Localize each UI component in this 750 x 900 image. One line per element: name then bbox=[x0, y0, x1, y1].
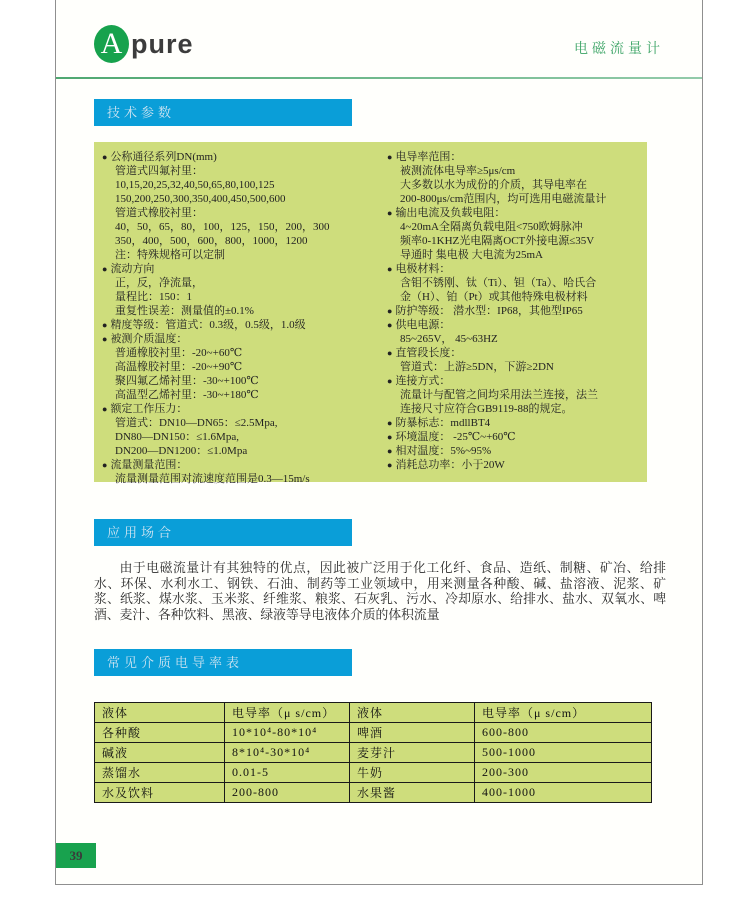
spec-line bbox=[102, 262, 387, 276]
bullet-icon: ● bbox=[387, 208, 393, 218]
spec-line bbox=[387, 192, 647, 206]
spec-line bbox=[102, 444, 387, 458]
spec-line-text: DN80—DN150：≤1.6Mpa, bbox=[115, 431, 239, 443]
spec-line-text: 150,200,250,300,350,400,450,500,600 bbox=[115, 193, 286, 205]
section-banner-tech-params: 技术参数 bbox=[94, 99, 352, 126]
spec-line-text: 额定工作压力： bbox=[110, 403, 188, 415]
table-cell: 啤酒 bbox=[350, 723, 475, 743]
spec-line-text: 4~20mA全隔离负载电阻<750欧姆脉冲 bbox=[400, 221, 583, 233]
tech-specs-right bbox=[387, 150, 647, 482]
spec-line bbox=[387, 164, 647, 178]
spec-line-text: 金（H）、铂（Pt）或其他特殊电极材料 bbox=[400, 291, 588, 303]
spec-line-text: 防暴标志：mdllBT4 bbox=[395, 417, 491, 429]
bullet-icon: ● bbox=[102, 320, 108, 330]
tech-specs-left bbox=[102, 150, 387, 485]
spec-line bbox=[102, 206, 387, 220]
logo-wordmark: pure bbox=[131, 28, 194, 59]
bullet-icon: ● bbox=[102, 460, 108, 470]
spec-line-text: 精度等级：管道式：0.3级，0.5级，1.0级 bbox=[110, 319, 306, 331]
table-header-cell: 液体 bbox=[350, 703, 475, 723]
spec-line-text: 环境温度： -25℃~+60℃ bbox=[395, 431, 516, 443]
spec-line bbox=[387, 220, 647, 234]
spec-line bbox=[102, 220, 387, 234]
table-header-row bbox=[95, 703, 652, 723]
spec-line-text: 注：特殊规格可以定制 bbox=[115, 249, 225, 261]
bullet-icon: ● bbox=[387, 418, 393, 428]
table-cell: 400-1000 bbox=[475, 783, 652, 803]
spec-line-text: 高温橡胶衬里：-20~+90℃ bbox=[115, 361, 243, 373]
table-cell: 10*10⁴-80*10⁴ bbox=[225, 723, 350, 743]
spec-line-text: 流量测量范围对流速度范围是0.3—15m/s bbox=[115, 473, 310, 485]
spec-line-text: 正，反，净流量， bbox=[115, 277, 203, 289]
table-cell: 各种酸 bbox=[95, 723, 225, 743]
table-cell: 蒸馏水 bbox=[95, 763, 225, 783]
bullet-icon: ● bbox=[387, 460, 393, 470]
spec-line-text: 管道式：上游≥5DN，下游≥2DN bbox=[400, 361, 554, 373]
spec-line bbox=[387, 444, 647, 458]
spec-line-text: 大多数以水为成份的介质，其导电率在 bbox=[400, 179, 587, 191]
spec-line bbox=[387, 332, 647, 346]
spec-line bbox=[387, 248, 647, 262]
spec-line bbox=[387, 276, 647, 290]
spec-line-text: 200-800μs/cm范围内，均可选用电磁流量计 bbox=[400, 193, 607, 205]
spec-line bbox=[387, 346, 647, 360]
conductivity-table bbox=[94, 702, 652, 803]
spec-line bbox=[387, 178, 647, 192]
section-banner-conductivity: 常见介质电导率表 bbox=[94, 649, 352, 676]
spec-line-text: 流量测量范围： bbox=[110, 459, 188, 471]
spec-line bbox=[387, 234, 647, 248]
spec-line-text: 公称通径系列DN(mm) bbox=[110, 151, 217, 163]
table-cell: 500-1000 bbox=[475, 743, 652, 763]
bullet-icon: ● bbox=[387, 320, 393, 330]
spec-line bbox=[387, 290, 647, 304]
logo-a-icon: A bbox=[94, 25, 129, 63]
spec-line-text: 供电电源： bbox=[395, 319, 451, 331]
bullet-icon: ● bbox=[102, 404, 108, 414]
spec-line-text: 流量计与配管之间均采用法兰连接，法兰 bbox=[400, 389, 598, 401]
spec-line-text: 管道式四氟衬里： bbox=[115, 165, 203, 177]
spec-line bbox=[102, 374, 387, 388]
spec-line bbox=[102, 164, 387, 178]
spec-line-text: 管道式：DN10—DN65：≤2.5Mpa, bbox=[115, 417, 278, 429]
bullet-icon: ● bbox=[102, 334, 108, 344]
spec-line bbox=[102, 304, 387, 318]
spec-line-text: 消耗总功率：小于20W bbox=[395, 459, 505, 471]
table-cell: 200-800 bbox=[225, 783, 350, 803]
section-banner-applications: 应用场合 bbox=[94, 519, 352, 546]
spec-line bbox=[102, 290, 387, 304]
spec-line-text: 连接方式： bbox=[395, 375, 451, 387]
spec-line bbox=[102, 234, 387, 248]
table-row bbox=[95, 723, 652, 743]
spec-line-text: 聚四氟乙烯衬里：-30~+100℃ bbox=[115, 375, 259, 387]
spec-line bbox=[387, 304, 647, 318]
spec-line-text: 电导率范围： bbox=[395, 151, 462, 163]
table-cell: 牛奶 bbox=[350, 763, 475, 783]
spec-line bbox=[102, 346, 387, 360]
spec-line-text: 40，50，65，80，100，125，150，200，300 bbox=[115, 221, 330, 233]
bullet-icon: ● bbox=[387, 306, 393, 316]
spec-line bbox=[387, 360, 647, 374]
spec-line-text: 连接尺寸应符合GB9119-88的规定。 bbox=[400, 403, 573, 415]
table-cell: 200-300 bbox=[475, 763, 652, 783]
spec-line-text: 防护等级： 潜水型：IP68，其他型IP65 bbox=[395, 305, 583, 317]
spec-line-text: 频率0-1KHZ光电隔离OCT外接电源≤35V bbox=[400, 235, 595, 247]
spec-line bbox=[102, 150, 387, 164]
table-cell: 8*10⁴-30*10⁴ bbox=[225, 743, 350, 763]
spec-line-text: 直管段长度： bbox=[395, 347, 462, 359]
spec-line-text: 被测介质温度： bbox=[110, 333, 188, 345]
spec-line-text: DN200—DN1200：≤1.0Mpa bbox=[115, 445, 248, 457]
bullet-icon: ● bbox=[102, 264, 108, 274]
spec-line bbox=[102, 178, 387, 192]
spec-line bbox=[102, 276, 387, 290]
spec-line bbox=[102, 248, 387, 262]
spec-line bbox=[102, 458, 387, 472]
spec-line bbox=[387, 416, 647, 430]
spec-line bbox=[102, 416, 387, 430]
table-row bbox=[95, 783, 652, 803]
spec-line bbox=[387, 150, 647, 164]
spec-line bbox=[387, 206, 647, 220]
table-row bbox=[95, 763, 652, 783]
spec-line-text: 普通橡胶衬里：-20~+60℃ bbox=[115, 347, 243, 359]
spec-line bbox=[102, 472, 387, 486]
spec-line-text: 管道式橡胶衬里： bbox=[115, 207, 203, 219]
spec-line-text: 量程比：150：1 bbox=[115, 291, 192, 303]
spec-line bbox=[387, 402, 647, 416]
apure-logo bbox=[94, 25, 194, 63]
table-cell: 0.01-5 bbox=[225, 763, 350, 783]
applications-paragraph: 由于电磁流量计有其独特的优点，因此被广泛用于化工化纤、食品、造纸、制糖、矿冶、给排水、环保、水利水工、钢铁、石油、制药等工业领域中，用来测量各种酸、碱、盐溶液、泥浆、矿浆、纸浆、煤水浆、玉米浆、纤维浆、粮浆、石灰乳、污水、冷却原水、给排水、盐水、双氧水、啤酒、麦汁、各种饮料、黑液、绿液等导电液体介质的体积流量 bbox=[94, 561, 666, 622]
spec-line-text: 相对温度：5%~95% bbox=[395, 445, 492, 457]
table-cell: 碱液 bbox=[95, 743, 225, 763]
table-cell: 水及饮料 bbox=[95, 783, 225, 803]
spec-line bbox=[387, 388, 647, 402]
spec-line-text: 电极材料： bbox=[395, 263, 451, 275]
document-page bbox=[55, 0, 703, 885]
spec-line bbox=[102, 402, 387, 416]
spec-line-text: 输出电流及负载电阻： bbox=[395, 207, 506, 219]
table-header-cell: 电导率（μ s/cm） bbox=[225, 703, 350, 723]
tech-specs-panel bbox=[94, 142, 647, 485]
bullet-icon: ● bbox=[387, 152, 393, 162]
spec-line bbox=[102, 318, 387, 332]
spec-line-text: 350，400，500，600，800，1000，1200 bbox=[115, 235, 308, 247]
spec-line-text: 流动方向 bbox=[110, 263, 155, 275]
bullet-icon: ● bbox=[102, 152, 108, 162]
table-header-cell: 电导率（μ s/cm） bbox=[475, 703, 652, 723]
bullet-icon: ● bbox=[387, 264, 393, 274]
spec-line bbox=[102, 192, 387, 206]
spec-line bbox=[102, 388, 387, 402]
bullet-icon: ● bbox=[387, 348, 393, 358]
spec-line-text: 高温型乙烯衬里：-30~+180℃ bbox=[115, 389, 259, 401]
spec-line-text: 85~265V， 45~63HZ bbox=[400, 333, 498, 345]
bullet-icon: ● bbox=[387, 446, 393, 456]
spec-line-text: 被测流体电导率≥5μs/cm bbox=[400, 165, 516, 177]
bullet-icon: ● bbox=[387, 432, 393, 442]
spec-line-text: 导通时 集电极 大电流为25mA bbox=[400, 249, 543, 261]
table-header-cell: 液体 bbox=[95, 703, 225, 723]
spec-line bbox=[102, 430, 387, 444]
spec-line-text: 重复性误差：测量值的±0.1% bbox=[115, 305, 254, 317]
document-type-title: 电磁流量计 bbox=[574, 42, 664, 57]
header-divider bbox=[56, 77, 702, 79]
page-number-badge: 39 bbox=[56, 843, 96, 868]
spec-line bbox=[102, 332, 387, 346]
spec-line bbox=[102, 360, 387, 374]
spec-line bbox=[387, 318, 647, 332]
spec-line bbox=[387, 458, 647, 472]
table-cell: 水果酱 bbox=[350, 783, 475, 803]
table-cell: 600-800 bbox=[475, 723, 652, 743]
spec-line bbox=[387, 262, 647, 276]
bullet-icon: ● bbox=[387, 376, 393, 386]
table-row bbox=[95, 743, 652, 763]
spec-line bbox=[387, 430, 647, 444]
table-cell: 麦芽汁 bbox=[350, 743, 475, 763]
spec-line-text: 10,15,20,25,32,40,50,65,80,100,125 bbox=[115, 179, 275, 191]
spec-line bbox=[387, 374, 647, 388]
spec-line-text: 含钼不锈刚、钛（Ti）、钽（Ta）、哈氏合 bbox=[400, 277, 597, 289]
